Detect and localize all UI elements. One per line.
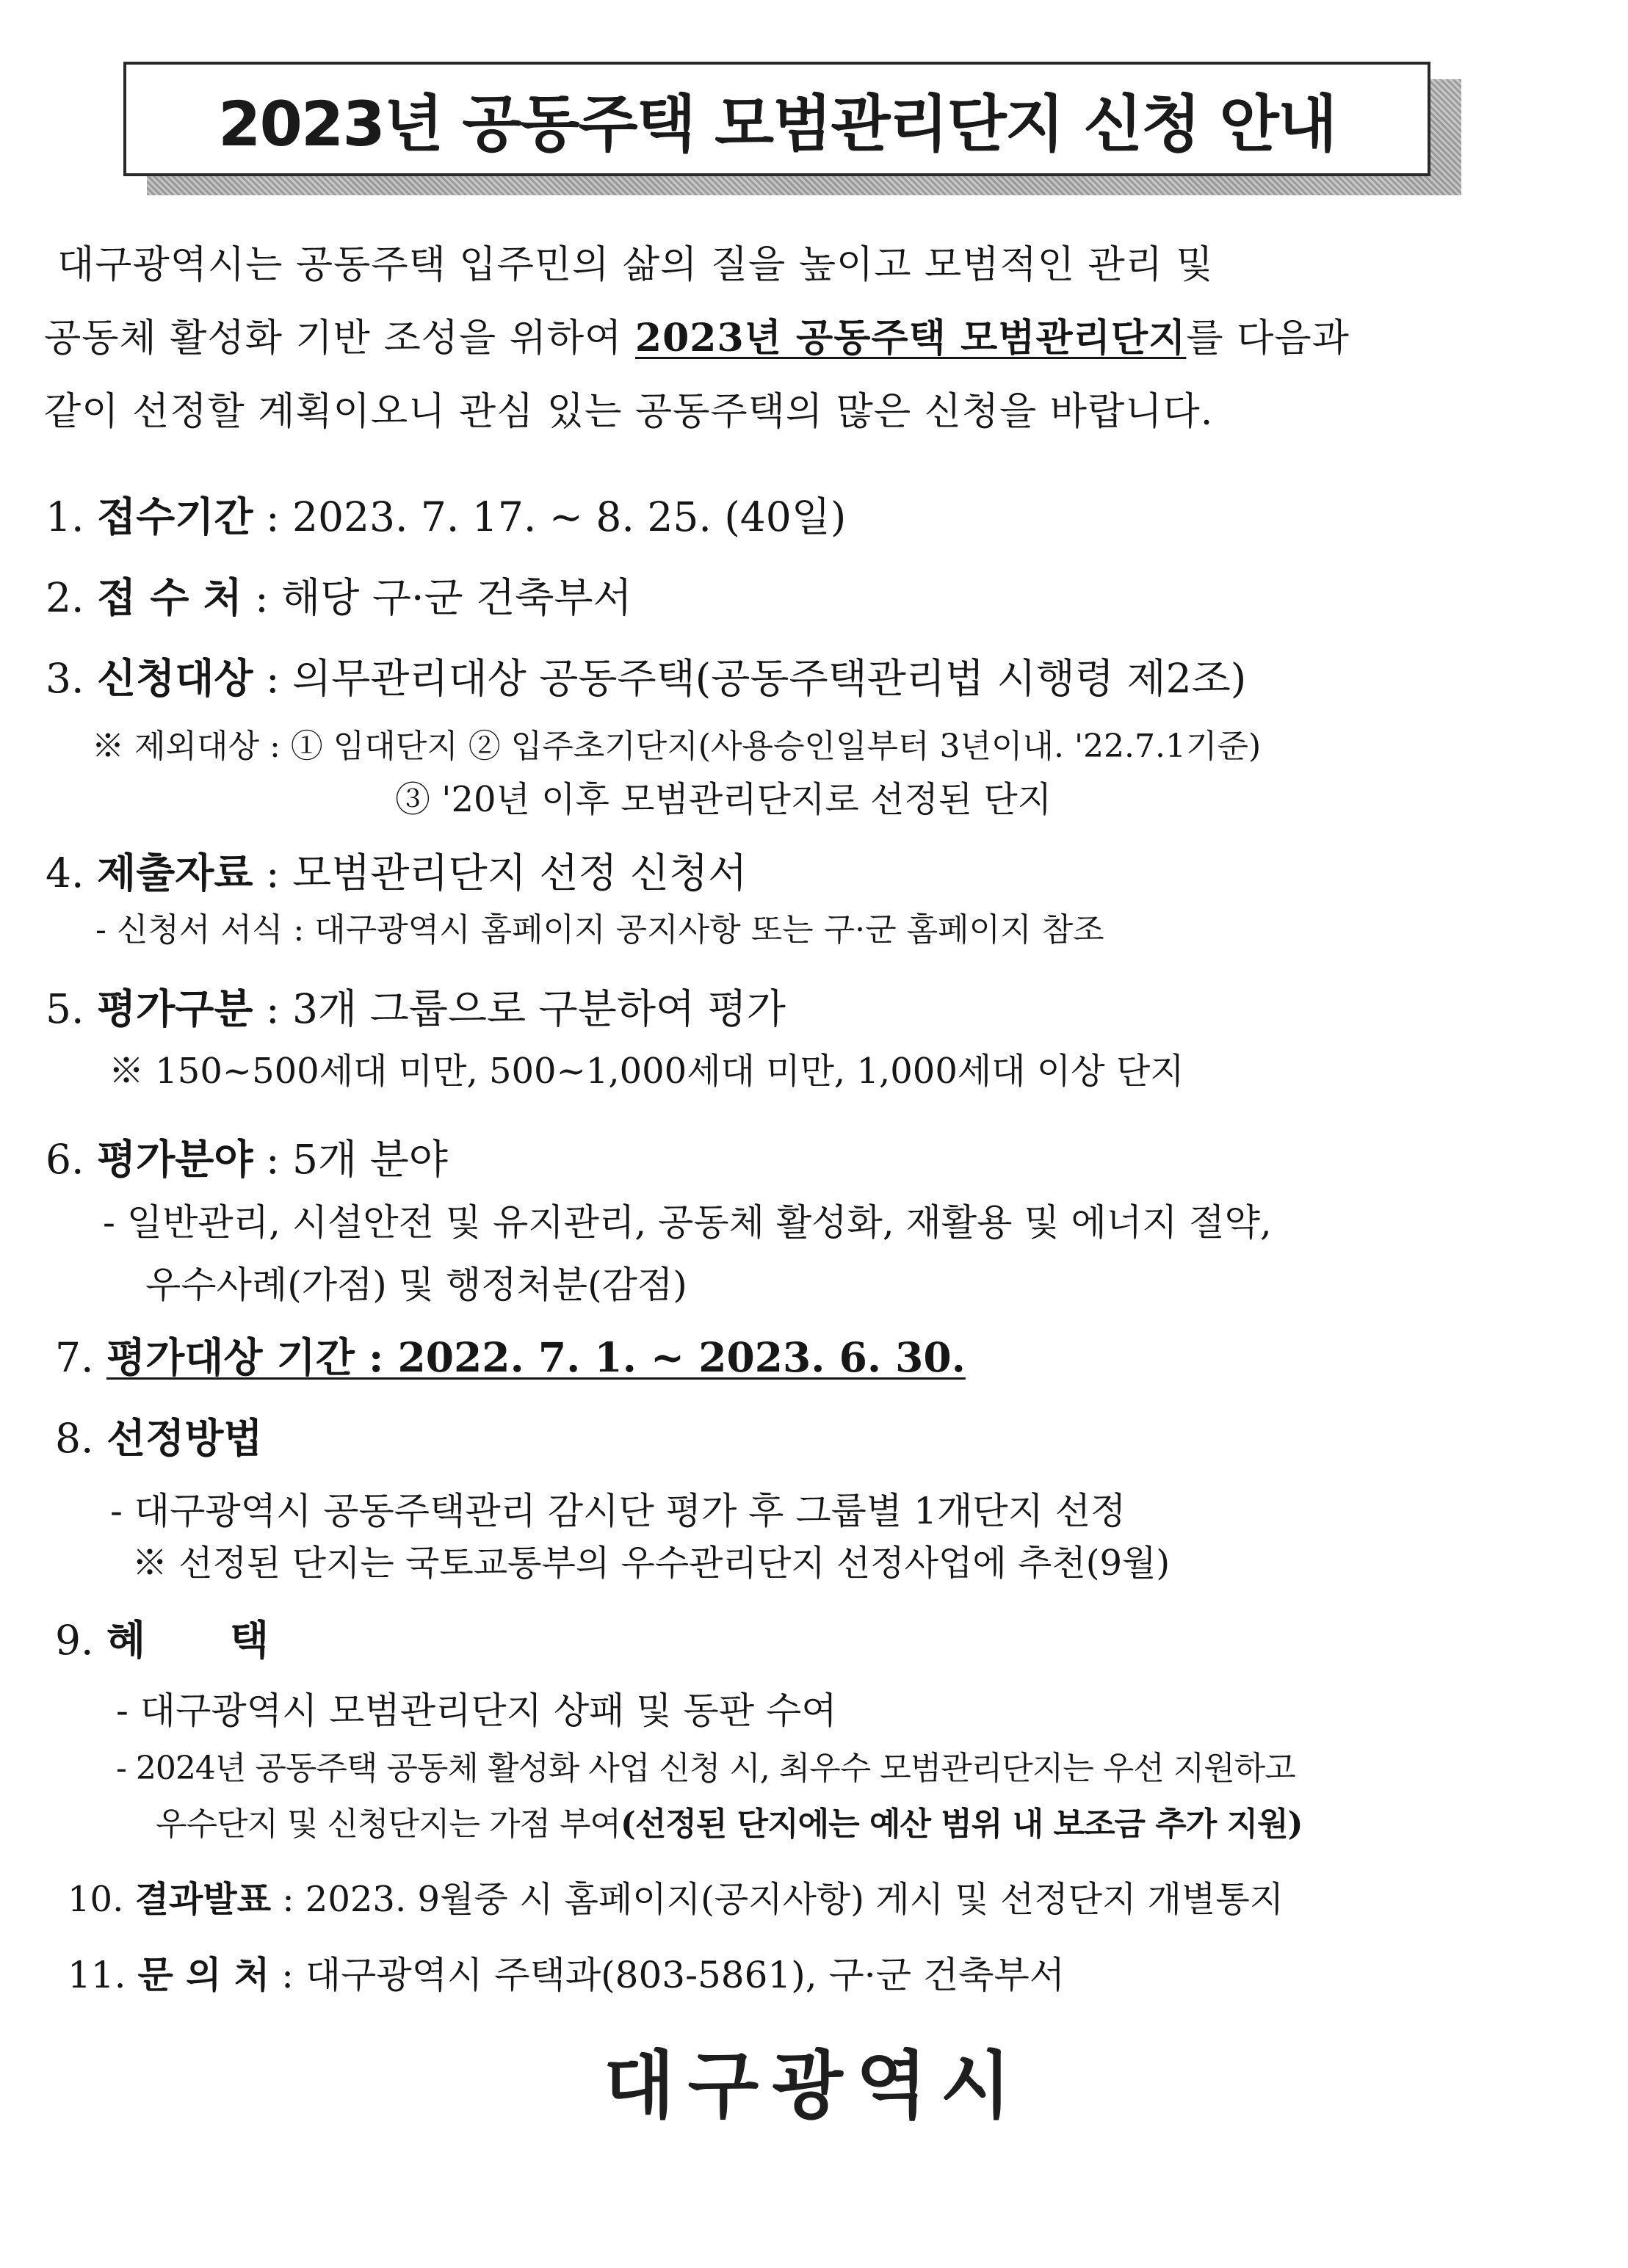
item-10-sep: : xyxy=(282,1879,294,1920)
item-11 xyxy=(68,1946,1065,1999)
item-8-num: 8. xyxy=(55,1415,94,1462)
item-2-label: 접 수 처 xyxy=(96,573,242,621)
item-11-num: 11. xyxy=(68,1954,126,1996)
page-title: 2023년 공동주택 모범관리단지 신청 안내 xyxy=(218,87,1336,160)
item-11-label: 문 의 처 xyxy=(137,1953,270,1996)
item-2-value: 해당 구·군 건축부서 xyxy=(281,574,632,621)
item-3-note-2: ③ '20년 이후 모범관리단지로 선정된 단지 xyxy=(395,779,1052,820)
item-2-sep: : xyxy=(255,574,269,621)
item-3-num: 3. xyxy=(46,655,84,702)
item-4-value: 모범관리단지 선정 신청서 xyxy=(292,849,748,896)
item-9-sub-3 xyxy=(156,1797,1302,1844)
item-8 xyxy=(55,1406,263,1464)
item-9-label: 혜 택 xyxy=(106,1616,269,1664)
item-11-sep: : xyxy=(281,1954,294,1996)
item-6-label: 평가분야 xyxy=(96,1135,253,1183)
item-7-text: 평가대상 기간 : 2022. 7. 1. ~ 2023. 6. 30. xyxy=(106,1333,966,1381)
item-9-sub-2: - 2024년 공동주택 공동체 활성화 사업 신청 시, 최우수 모범관리단지는 우선 지원하고 xyxy=(116,1750,1295,1787)
item-10-label: 결과발표 xyxy=(134,1879,272,1920)
item-6-sub-2: 우수사례(가점) 및 행정처분(감점) xyxy=(145,1264,687,1306)
item-5-sep: : xyxy=(265,985,280,1032)
item-5 xyxy=(46,977,786,1035)
intro-line-2-pre: 공동체 활성화 기반 조성을 위하여 xyxy=(44,316,635,361)
item-4-sep: : xyxy=(265,849,280,896)
item-5-sub: ※ 150~500세대 미만, 500~1,000세대 미만, 1,000세대 이상 단지 xyxy=(109,1051,1184,1092)
intro-emphasis: 2023년 공동주택 모범관리단지 xyxy=(634,316,1187,361)
item-7-num: 7. xyxy=(55,1334,94,1381)
item-6-sep: : xyxy=(265,1136,280,1183)
item-9-sub-3-pre: 우수단지 및 신청단지는 가점 부여 xyxy=(156,1805,621,1843)
item-9-sub-3-emphasis: (선정된 단지에는 예산 범위 내 보조금 추가 지원) xyxy=(621,1805,1303,1843)
item-3-value: 의무관리대상 공동주택(공동주택관리법 시행령 제2조) xyxy=(292,655,1247,702)
item-1-label: 접수기간 xyxy=(96,493,253,540)
item-3-sep: : xyxy=(265,655,280,702)
item-6-value: 5개 분야 xyxy=(292,1136,448,1183)
item-9-num: 9. xyxy=(55,1617,94,1664)
item-6-sub-1: - 일반관리, 시설안전 및 유지관리, 공동체 활성화, 재활용 및 에너지 절약, xyxy=(103,1201,1272,1244)
item-4 xyxy=(46,841,747,899)
item-8-label: 선정방법 xyxy=(106,1414,263,1462)
item-4-num: 4. xyxy=(46,849,84,896)
issuer-signature: 대구광역시 xyxy=(604,2042,1024,2128)
item-6 xyxy=(46,1127,448,1185)
item-11-value: 대구광역시 주택과(803-5861), 구·군 건축부서 xyxy=(305,1954,1066,1996)
intro-line-2-post: 를 다음과 xyxy=(1186,316,1350,361)
intro-line-3: 같이 선정할 계획이오니 관심 있는 공동주택의 많은 신청을 바랍니다. xyxy=(44,390,1214,434)
item-1 xyxy=(46,485,846,543)
item-5-value: 3개 그룹으로 구분하여 평가 xyxy=(292,985,786,1032)
title-banner xyxy=(123,62,1430,176)
item-8-sub-1: - 대구광역시 공동주택관리 감시단 평가 후 그룹별 1개단지 선정 xyxy=(110,1490,1126,1532)
item-10-num: 10. xyxy=(68,1879,124,1920)
item-8-sub-2: ※ 선정된 단지는 국토교통부의 우수관리단지 선정사업에 추천(9월) xyxy=(132,1543,1171,1584)
item-5-label: 평가구분 xyxy=(96,985,253,1032)
item-3-note-1: ※ 제외대상 : ① 임대단지 ② 입주초기단지(사용승인일부터 3년이내. '22.7.1기준) xyxy=(92,728,1262,765)
item-4-label: 제출자료 xyxy=(96,849,253,896)
item-2-num: 2. xyxy=(46,574,84,621)
item-10-value: 2023. 9월중 시 홈페이지(공지사항) 게시 및 선정단지 개별통지 xyxy=(305,1879,1284,1920)
intro-line-2 xyxy=(44,307,1350,362)
item-1-value: 2023. 7. 17. ~ 8. 25. (40일) xyxy=(292,493,847,540)
item-1-num: 1. xyxy=(46,493,84,540)
item-6-num: 6. xyxy=(46,1136,84,1183)
item-7 xyxy=(55,1325,966,1383)
item-9-sub-1: - 대구광역시 모범관리단지 상패 및 동판 수여 xyxy=(116,1689,837,1732)
item-10 xyxy=(68,1871,1284,1921)
item-2 xyxy=(46,565,632,623)
item-5-num: 5. xyxy=(46,985,84,1032)
item-3 xyxy=(46,646,1246,704)
item-4-sub: - 신청서 서식 : 대구광역시 홈페이지 공지사항 또는 구·군 홈페이지 참조 xyxy=(95,911,1104,949)
item-3-label: 신청대상 xyxy=(96,654,253,702)
item-9 xyxy=(55,1608,269,1666)
intro-line-1: 대구광역시는 공동주택 입주민의 삶의 질을 높이고 모범적인 관리 및 xyxy=(57,243,1214,287)
item-1-sep: : xyxy=(265,493,280,540)
